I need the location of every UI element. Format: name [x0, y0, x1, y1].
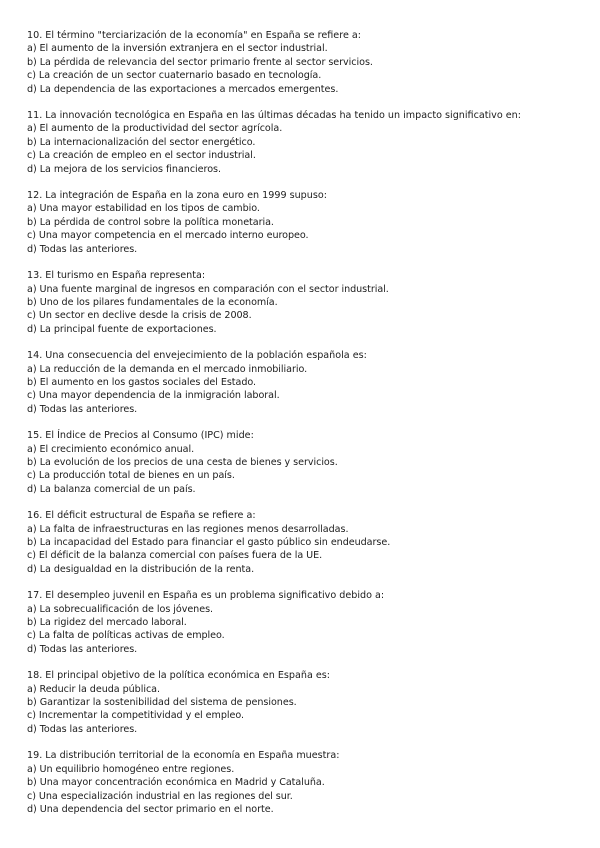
answer-option: d) La principal fuente de exportaciones.	[27, 323, 217, 335]
question-list	[27, 29, 580, 816]
answer-option: c) Incrementar la competitividad y el empleo.	[27, 710, 244, 722]
answer-option: c) Una especialización industrial en las regiones del sur.	[27, 790, 293, 802]
answer-option: d) Todas las anteriores.	[27, 243, 138, 255]
answer-option: d) Todas las anteriores.	[27, 403, 138, 415]
question-title: 13. El turismo en España representa:	[27, 270, 206, 282]
answer-option: c) La falta de políticas activas de empleo.	[27, 630, 225, 642]
answer-option: b) La pérdida de control sobre la política monetaria.	[27, 216, 274, 228]
answer-option: c) Una mayor dependencia de la inmigración laboral.	[27, 390, 280, 402]
question-title: 15. El Índice de Precios al Consumo (IPC) mide:	[27, 430, 254, 442]
answer-option: d) La dependencia de las exportaciones a mercados emergentes.	[27, 83, 339, 95]
question-block	[27, 269, 580, 336]
question-title: 12. La integración de España en la zona euro en 1999 supuso:	[27, 190, 327, 202]
answer-option: a) Una mayor estabilidad en los tipos de cambio.	[27, 203, 260, 215]
question-title: 16. El déficit estructural de España se refiere a:	[27, 510, 256, 522]
answer-option: d) La balanza comercial de un país.	[27, 483, 196, 495]
question-title: 14. Una consecuencia del envejecimiento de la población española es:	[27, 350, 367, 362]
question-block	[27, 189, 580, 256]
answer-option: c) La creación de empleo en el sector industrial.	[27, 150, 256, 162]
answer-option: a) Una fuente marginal de ingresos en comparación con el sector industrial.	[27, 283, 389, 295]
answer-option: d) Todas las anteriores.	[27, 643, 138, 655]
question-block	[27, 669, 580, 736]
answer-option: d) La desigualdad en la distribución de la renta.	[27, 563, 255, 575]
question-block	[27, 429, 580, 496]
answer-option: b) La pérdida de relevancia del sector primario frente al sector servicios.	[27, 56, 373, 68]
answer-option: b) El aumento en los gastos sociales del Estado.	[27, 376, 257, 388]
answer-option: c) La creación de un sector cuaternario basado en tecnología.	[27, 70, 322, 82]
question-block	[27, 589, 580, 656]
answer-option: a) Un equilibrio homogéneo entre regiones.	[27, 763, 235, 775]
question-title: 17. El desempleo juvenil en España es un problema significativo debido a:	[27, 590, 385, 602]
answer-option: a) La reducción de la demanda en el mercado inmobiliario.	[27, 363, 308, 375]
question-block	[27, 749, 580, 816]
answer-option: b) La rigidez del mercado laboral.	[27, 617, 187, 629]
answer-option: d) Todas las anteriores.	[27, 723, 138, 735]
answer-option: c) Una mayor competencia en el mercado interno europeo.	[27, 230, 309, 242]
answer-option: b) La incapacidad del Estado para financiar el gasto público sin endeudarse.	[27, 537, 391, 548]
answer-option: d) La mejora de los servicios financieros.	[27, 163, 221, 175]
answer-option: b) Uno de los pilares fundamentales de la economía.	[27, 296, 278, 308]
answer-option: b) Garantizar la sostenibilidad del sistema de pensiones.	[27, 697, 297, 709]
answer-option: d) Una dependencia del sector primario en el norte.	[27, 803, 274, 815]
question-block	[27, 109, 580, 176]
question-block	[27, 349, 580, 416]
answer-option: b) La internacionalización del sector energético.	[27, 136, 256, 148]
question-title: 19. La distribución territorial de la economía en España muestra:	[27, 750, 340, 762]
answer-option: a) El aumento de la inversión extranjera en el sector industrial.	[27, 43, 328, 55]
answer-option: a) Reducir la deuda pública.	[27, 683, 160, 695]
question-block	[27, 29, 580, 96]
answer-option: b) Una mayor concentración económica en Madrid y Cataluña.	[27, 777, 325, 789]
answer-option: a) El aumento de la productividad del sector agrícola.	[27, 123, 283, 135]
question-block	[27, 509, 580, 576]
question-title: 11. La innovación tecnológica en España en las últimas décadas ha tenido un impacto significativo en:	[27, 110, 521, 122]
question-title: 10. El término "terciarización de la economía" en España se refiere a:	[27, 30, 362, 41]
answer-option: a) El crecimiento económico anual.	[27, 443, 195, 455]
answer-option: a) La sobrecualificación de los jóvenes.	[27, 603, 214, 615]
answer-option: c) La producción total de bienes en un país.	[27, 470, 235, 482]
question-title: 18. El principal objetivo de la política económica en España es:	[27, 670, 331, 682]
answer-option: a) La falta de infraestructuras en las regiones menos desarrolladas.	[27, 523, 349, 535]
answer-option: b) La evolución de los precios de una cesta de bienes y servicios.	[27, 456, 338, 468]
answer-option: c) Un sector en declive desde la crisis de 2008.	[27, 310, 252, 322]
answer-option: c) El déficit de la balanza comercial con países fuera de la UE.	[27, 550, 323, 562]
